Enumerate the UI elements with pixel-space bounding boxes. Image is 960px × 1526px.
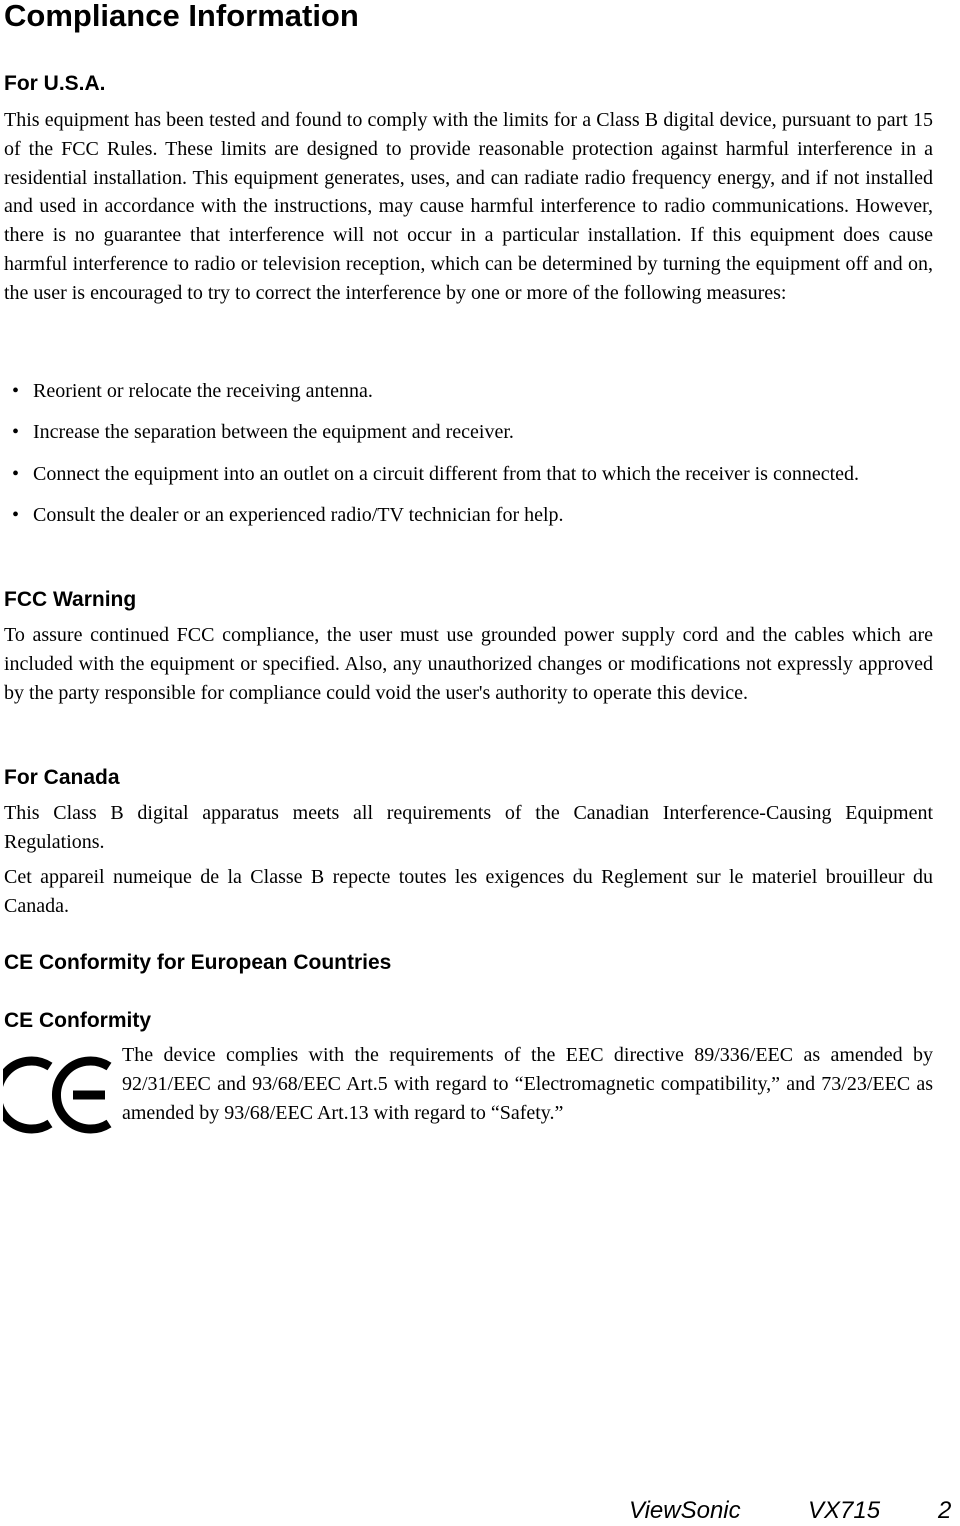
ce-conformity-heading: CE Conformity [4,1009,151,1032]
list-item [4,460,933,489]
list-item [4,377,933,406]
canada-heading: For Canada [4,766,120,789]
fcc-warning-paragraph: To assure continued FCC compliance, the user must use grounded power supply cord and the cables which are included with the equipment or specified. Also, any unauthorized changes or modifications not expressly approved by the party responsible for compliance could void the user's authority to operate this device. [4,624,933,704]
ce-conformity-paragraph: The device complies with the requirements of the EEC directive 89/336/EEC as amended by 92/31/EEC and 93/68/EEC Art.5 with regard to “Electromagnetic compatibility,” and 73/23/EEC as amended by 93/68/EEC Art.13 with regard to “Safety.” [122,1044,933,1124]
footer-brand: ViewSonic [629,1497,741,1524]
page-footer [0,1496,960,1526]
footer-page-number: 2 [938,1497,952,1524]
page-title: Compliance Information [4,0,359,33]
usa-paragraph: This equipment has been tested and found to comply with the limits for a Class B digital device, pursuant to part 15 of the FCC Rules. These limits are designed to provide reasonable protection against harmful interference in a residential installation. This equipment generates, uses, and can radiate radio frequency energy, and if not installed and used in accordance with the instructions, may cause harmful interference to radio communications. However, there is no guarantee that interference will not occur in a particular installation. If this equipment does cause harmful interference to radio or television reception, which can be determined by turning the equipment off and on, the user is encouraged to try to correct the interference by one or more of the following measures: [4,109,933,304]
footer-model: VX715 [808,1497,881,1524]
usa-heading: For U.S.A. [4,72,106,95]
list-item [4,418,933,447]
bullet-icon: • [12,380,20,402]
bullet-icon: • [12,421,20,444]
europe-heading: CE Conformity for European Countries [4,951,392,974]
canada-paragraph-english: This Class B digital apparatus meets all requirements of the Canadian Interference-Causing Equipment Regulations. [4,802,933,853]
list-item-text: Increase the separation between the equipment and receiver. [33,421,514,444]
list-item [4,501,933,530]
ce-mark-icon [3,1052,113,1138]
list-item-text: Reorient or relocate the receiving antenna. [33,380,373,402]
bullet-icon: • [12,462,20,485]
list-item-text: Consult the dealer or an experienced radio/TV technician for help. [33,503,564,526]
canada-paragraph-french: Cet appareil numeique de la Classe B repecte toutes les exigences du Reglement sur le materiel brouilleur du Canada. [4,866,933,917]
bullet-icon: • [12,503,20,526]
list-item-text: Connect the equipment into an outlet on a circuit different from that to which the receiver is connected. [33,462,860,485]
fcc-warning-heading: FCC Warning [4,588,137,611]
usa-measures-list [4,377,933,542]
